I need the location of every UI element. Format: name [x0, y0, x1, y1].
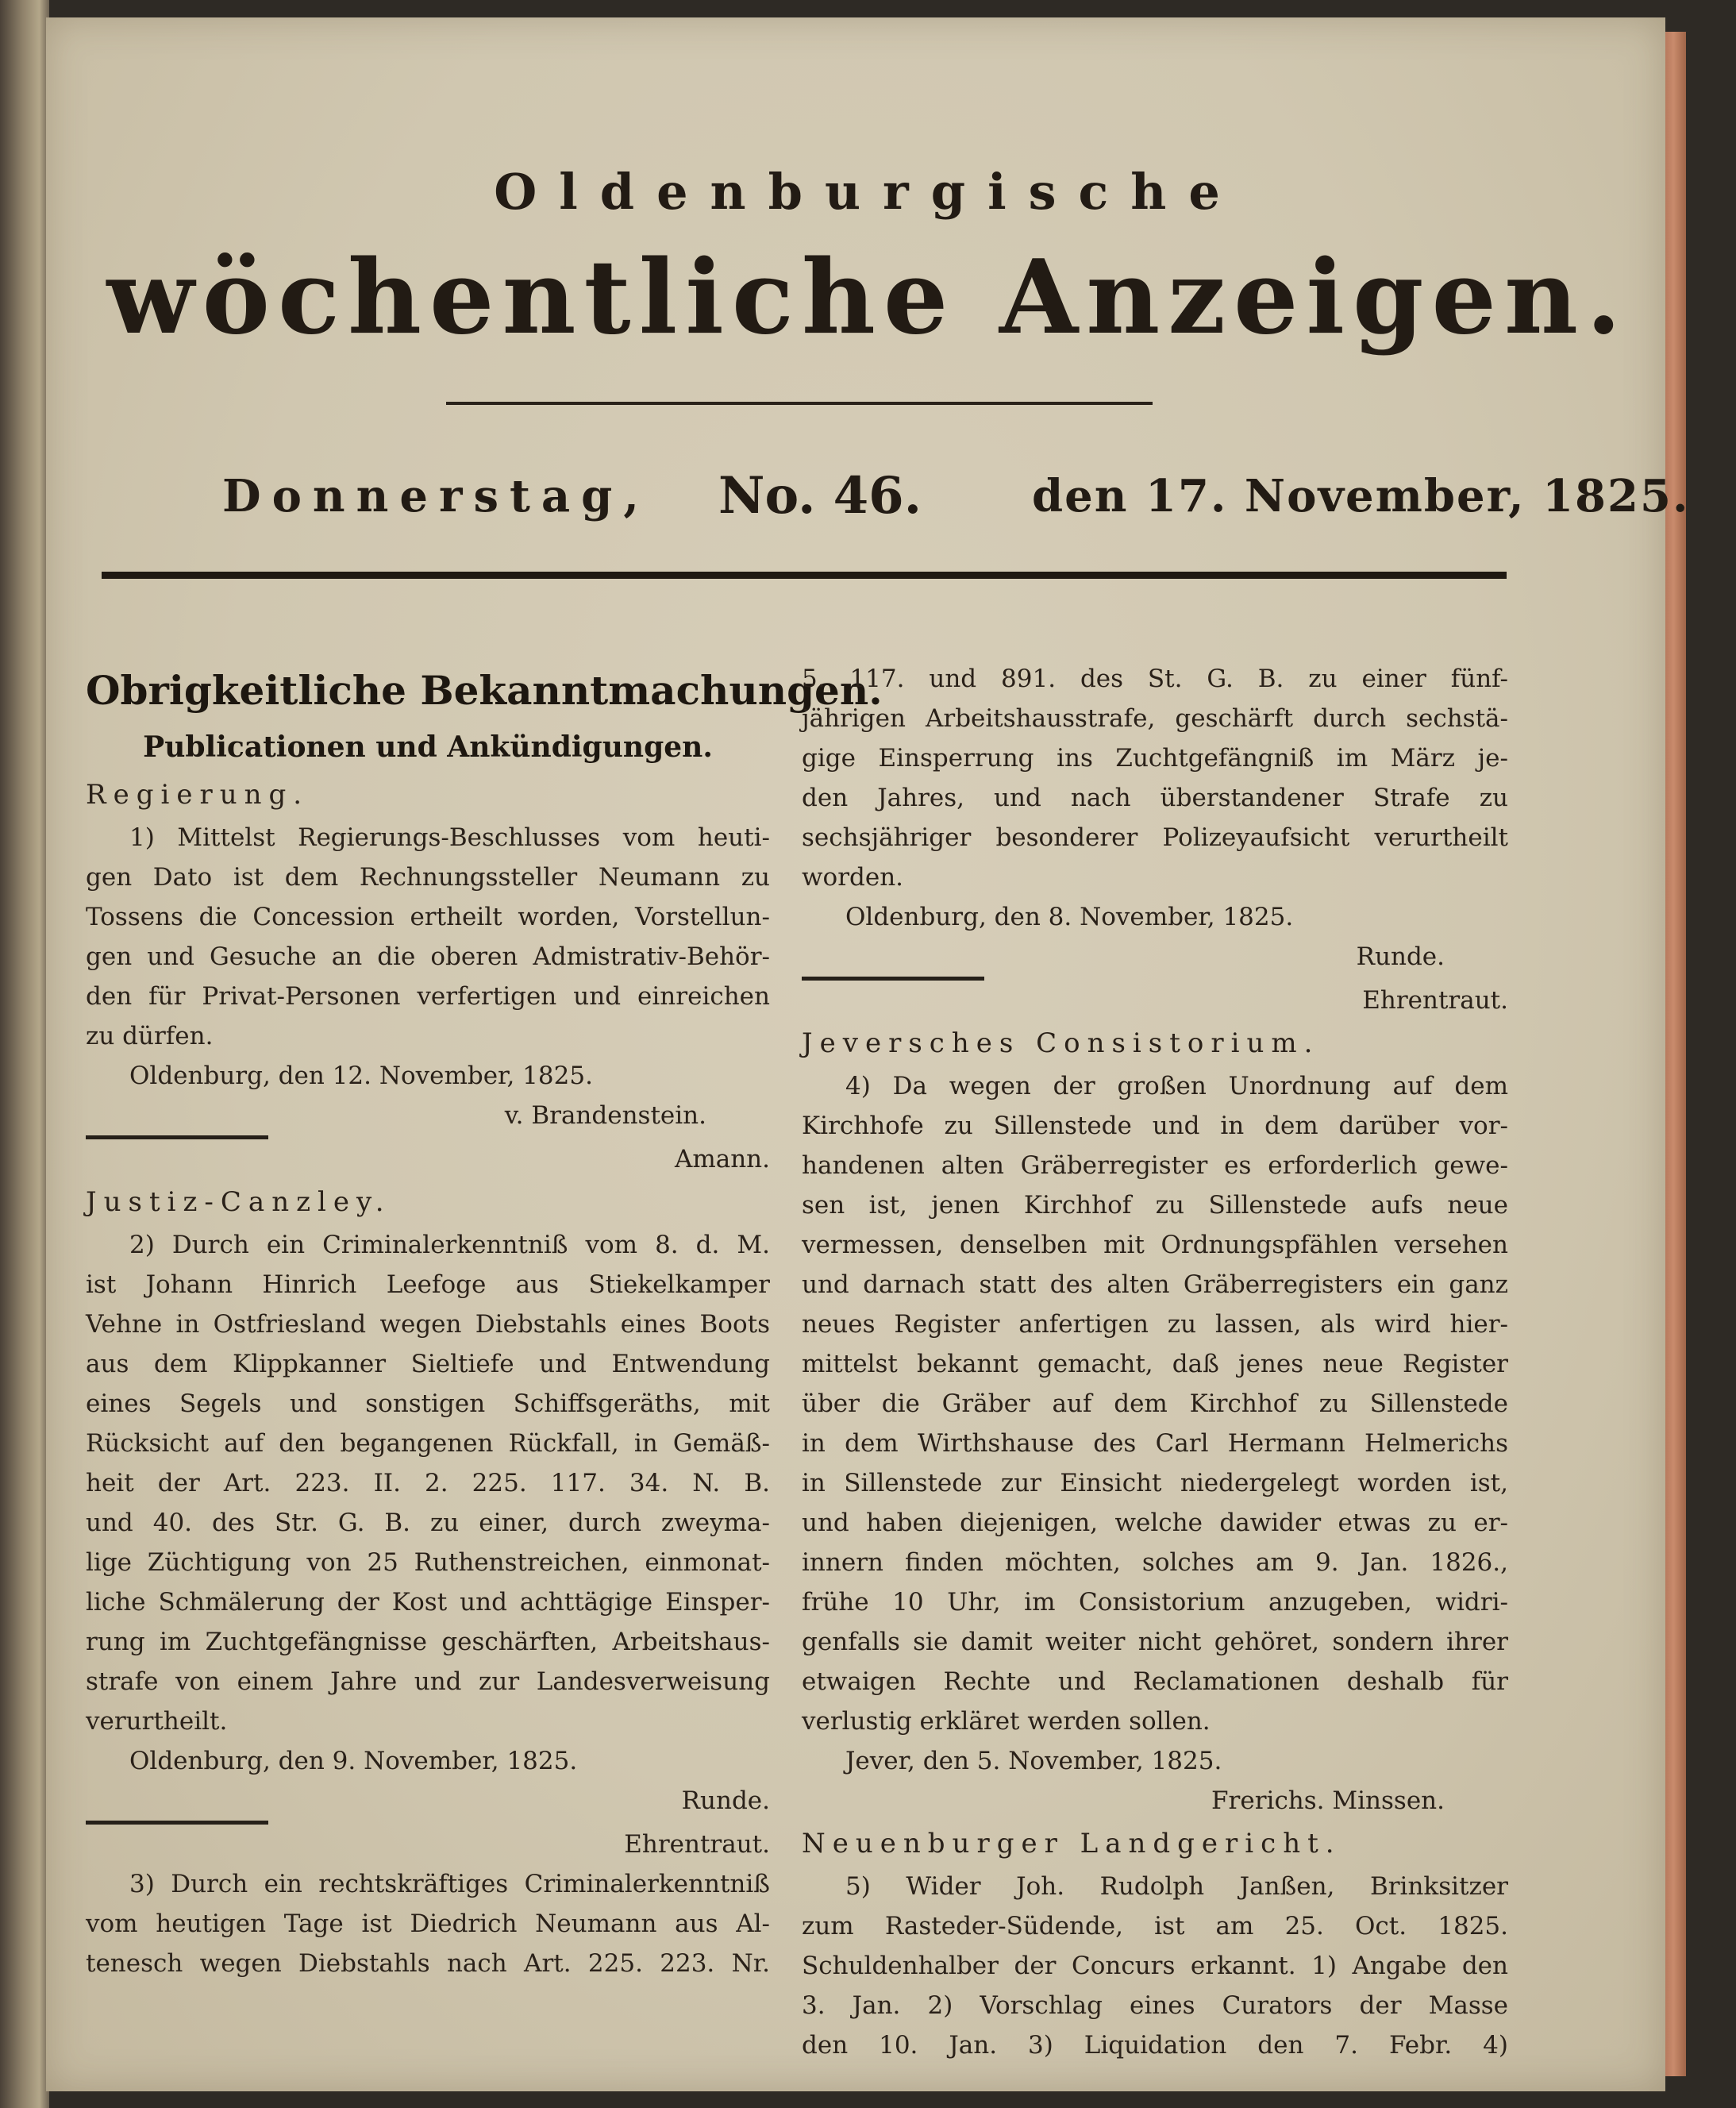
signature: Runde.: [1356, 942, 1445, 971]
signature: Ehrentraut.: [1362, 986, 1508, 1015]
notice-continuation: [802, 659, 1508, 1020]
issue-date: den 17. November, 1825.: [1032, 470, 1690, 522]
section-subheading: Publicationen und Ankündigungen.: [143, 730, 713, 764]
text-line: lige Züchtigung von 25 Ruthenstreichen, einmonat-: [86, 1548, 770, 1577]
text-line: Schuldenhalber der Concurs erkannt. 1) Angabe den: [802, 1952, 1508, 1980]
text-line: verurtheilt.: [86, 1707, 228, 1736]
text-line: den 10. Jan. 3) Liquidation den 7. Febr. 4): [802, 2031, 1508, 2060]
text-line: genfalls sie damit weiter nicht gehöret, sondern ihrer: [802, 1628, 1508, 1656]
text-line: aus dem Klippkanner Sieltiefe und Entwendung: [86, 1350, 770, 1378]
text-line: gen Dato ist dem Rechnungssteller Neumann zu: [86, 863, 770, 892]
text-line: über die Gräber auf dem Kirchhof zu Sillenstede: [802, 1389, 1508, 1418]
text-line: zum Rasteder-Südende, ist am 25. Oct. 1825.: [802, 1912, 1508, 1940]
place-date: Oldenburg, den 8. November, 1825.: [845, 903, 1294, 931]
text-line: 2) Durch ein Criminalerkenntniß vom 8. d. M.: [129, 1231, 770, 1259]
signature: Runde.: [681, 1786, 770, 1815]
masthead-line1: Oldenburgische: [494, 163, 1242, 221]
notice-consistorium: [802, 1020, 1508, 1821]
text-line: innern finden möchten, solches am 9. Jan. 1826.,: [802, 1548, 1508, 1577]
text-line: gen und Gesuche an die oberen Admistrativ-Behör-: [86, 942, 770, 971]
notice-landgericht: [802, 1821, 1508, 2065]
text-line: den für Privat-Personen verfertigen und einreichen: [86, 982, 770, 1011]
text-line: 5. 117. und 891. des St. G. B. zu einer fünf-: [802, 665, 1508, 693]
signature: v. Brandenstein.: [504, 1101, 706, 1130]
notice-regierung: [86, 772, 770, 1179]
text-line: vermessen, denselben mit Ordnungspfählen versehen: [802, 1231, 1508, 1259]
text-line: etwaigen Rechte und Reclamationen deshalb für: [802, 1667, 1508, 1696]
text-line: zu dürfen.: [86, 1022, 214, 1050]
text-line: mittelst bekannt gemacht, daß jenes neue Register: [802, 1350, 1508, 1378]
text-line: heit der Art. 223. II. 2. 225. 117. 34. N. B.: [86, 1469, 770, 1497]
text-line: den Jahres, und nach überstandener Strafe zu: [802, 784, 1508, 812]
signature: Frerichs. Minssen.: [1211, 1786, 1445, 1815]
text-line: Kirchhofe zu Sillenstede und in dem darüber vor-: [802, 1112, 1508, 1140]
authority-heading: Justiz-Canzley.: [86, 1186, 391, 1218]
authority-heading: Jeversches Consistorium.: [802, 1027, 1320, 1059]
masthead-line2: wöchentliche Anzeigen.: [106, 238, 1630, 357]
signature: Ehrentraut.: [624, 1830, 770, 1859]
issue-weekday: Donnerstag,: [222, 470, 650, 522]
notice-justiz-canzley: [86, 1179, 770, 1864]
text-line: 1) Mittelst Regierungs-Beschlusses vom heuti-: [129, 823, 770, 852]
text-line: liche Schmälerung der Kost und achttägige Einsper-: [86, 1588, 770, 1617]
authority-heading: Neuenburger Landgericht.: [802, 1828, 1341, 1859]
text-line: eines Segels und sonstigen Schiffsgeräths, mit: [86, 1389, 770, 1418]
text-line: 3. Jan. 2) Vorschlag eines Curators der Masse: [802, 1991, 1508, 2020]
place-date: Oldenburg, den 12. November, 1825.: [129, 1062, 593, 1090]
text-line: und haben diejenigen, welche dawider etwas zu er-: [802, 1509, 1508, 1537]
text-line: 4) Da wegen der großen Unordnung auf dem: [845, 1072, 1508, 1100]
right-column: [802, 659, 1508, 2065]
text-line: in Sillenstede zur Einsicht niedergelegt worden ist,: [802, 1469, 1508, 1497]
text-line: ist Johann Hinrich Leefoge aus Stiekelkamper: [86, 1270, 770, 1299]
text-line: 3) Durch ein rechtskräftiges Criminalerkenntniß: [129, 1870, 770, 1898]
text-line: Rücksicht auf den begangenen Rückfall, in Gemäß-: [86, 1429, 770, 1458]
text-line: worden.: [802, 863, 904, 892]
text-line: strafe von einem Jahre und zur Landesverweisung: [86, 1667, 770, 1696]
left-column: [86, 659, 883, 1983]
text-line: handenen alten Gräberregister es erforderlich gewe-: [802, 1151, 1508, 1180]
text-line: 5) Wider Joh. Rudolph Janßen, Brinksitzer: [845, 1872, 1508, 1901]
text-line: gige Einsperrung ins Zuchtgefängniß im März je-: [802, 744, 1508, 773]
text-line: vom heutigen Tage ist Diedrich Neumann aus Al-: [86, 1910, 770, 1938]
notice-item-3: [86, 1864, 770, 1983]
text-line: und 40. des Str. G. B. zu einer, durch zweyma-: [86, 1509, 770, 1537]
masthead-rule: [446, 402, 1153, 405]
text-line: sen ist, jenen Kirchhof zu Sillenstede aufs neue: [802, 1191, 1508, 1220]
text-line: tenesch wegen Diebstahls nach Art. 225. 223. Nr.: [86, 1949, 770, 1978]
place-date: Jever, den 5. November, 1825.: [845, 1747, 1222, 1775]
text-line: sechsjähriger besonderer Polizeyaufsicht verurtheilt: [802, 823, 1508, 852]
signature: Amann.: [674, 1145, 770, 1173]
text-line: neues Register anfertigen zu lassen, als wird hier-: [802, 1310, 1508, 1339]
issue-number: No. 46.: [718, 466, 922, 526]
text-line: jährigen Arbeitshausstrafe, geschärft durch sechstä-: [802, 704, 1508, 733]
authority-heading: Regierung.: [86, 779, 310, 811]
place-date: Oldenburg, den 9. November, 1825.: [129, 1747, 578, 1775]
text-line: und darnach statt des alten Gräberregisters ein ganz: [802, 1270, 1508, 1299]
header-rule: [102, 572, 1507, 579]
text-line: Vehne in Ostfriesland wegen Diebstahls eines Boots: [86, 1310, 770, 1339]
text-line: in dem Wirthshause des Carl Hermann Helmerichs: [802, 1429, 1508, 1458]
text-line: rung im Zuchtgefängnisse geschärften, Arbeitshaus-: [86, 1628, 770, 1656]
text-line: Tossens die Concession ertheilt worden, Vorstellun-: [86, 903, 770, 931]
section-heading: Obrigkeitliche Bekanntmachungen.: [86, 667, 883, 714]
text-line: frühe 10 Uhr, im Consistorium anzugeben, widri-: [802, 1588, 1508, 1617]
text-line: verlustig erkläret werden sollen.: [802, 1707, 1211, 1736]
